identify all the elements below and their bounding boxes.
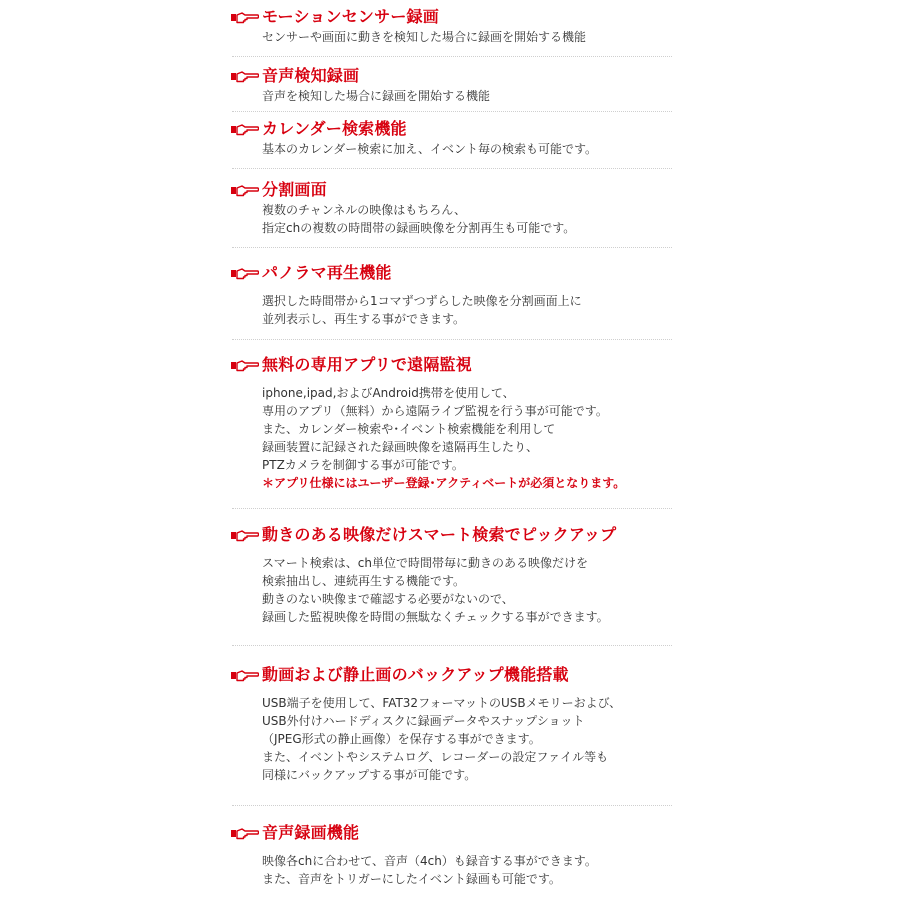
pointing-hand-icon: [231, 69, 259, 83]
description-line: iphone,ipad,およびAndroid携帯を使用して、: [262, 386, 515, 400]
feature-backup: [232, 664, 677, 784]
description-line: USB端子を使用して、FAT32フォーマットのUSBメモリーおよび、: [262, 696, 622, 710]
description-line: 並列表示し、再生する事ができます。: [262, 312, 466, 326]
feature-title: 動きのある映像だけスマート検索でピックアップ: [262, 525, 617, 544]
feature-title: 分割画面: [262, 180, 327, 199]
description-line: （JPEG形式の静止画像）を保存する事ができます。: [262, 732, 541, 746]
feature-header: [232, 354, 677, 376]
feature-header: [232, 262, 677, 284]
description-line: また、カレンダー検索や･イベント検索機能を利用して: [262, 422, 556, 436]
pointing-hand-icon: [231, 668, 259, 682]
feature-title: カレンダー検索機能: [262, 119, 407, 138]
section-divider: [232, 805, 672, 806]
description-line: 映像各chに合わせて、音声（4ch）も録音する事ができます。: [262, 854, 597, 868]
feature-header: [232, 664, 677, 686]
pointing-hand-icon: [231, 826, 259, 840]
description-line: 録画装置に記録された録画映像を遠隔再生したり、: [262, 440, 539, 454]
feature-header: [232, 118, 677, 140]
description-line: 同様にバックアップする事が可能です。: [262, 768, 477, 782]
feature-motion-sensor-recording: [232, 6, 677, 46]
description-line: センサーや画面に動きを検知した場合に録画を開始する機能: [262, 30, 587, 44]
pointing-hand-icon: [231, 358, 259, 372]
feature-header: [232, 6, 677, 28]
description-line: 録画した監視映像を時間の無駄なくチェックする事ができます。: [262, 610, 609, 624]
feature-title: パノラマ再生機能: [262, 263, 392, 282]
feature-title: 動画および静止画のバックアップ機能搭載: [262, 665, 569, 684]
feature-panorama-playback: [232, 262, 677, 328]
pointing-hand-icon: [231, 10, 259, 24]
feature-audio-detection-recording: [232, 65, 677, 105]
section-divider: [232, 645, 672, 646]
description-line: また、音声をトリガーにしたイベント録画も可能です。: [262, 872, 561, 886]
section-divider: [232, 339, 672, 340]
pointing-hand-icon: [231, 528, 259, 542]
section-divider: [232, 247, 672, 248]
feature-title: 音声検知録画: [262, 66, 360, 85]
feature-smart-search: [232, 524, 677, 626]
feature-title: モーションセンサー録画: [262, 7, 439, 26]
description-line: 基本のカレンダー検索に加え、イベント毎の検索も可能です。: [262, 142, 597, 156]
app-requirement-note: ＊アプリ仕様にはユーザー登録･アクティベートが必須となります。: [262, 476, 626, 490]
description-line: 指定chの複数の時間帯の録画映像を分割再生も可能です。: [262, 221, 576, 235]
pointing-hand-icon: [231, 266, 259, 280]
feature-description: [262, 384, 677, 492]
description-line: スマート検索は、ch単位で時間帯毎に動きのある映像だけを: [262, 556, 588, 570]
feature-title: 音声録画機能: [262, 823, 360, 842]
section-divider: [232, 508, 672, 509]
feature-header: [232, 65, 677, 87]
feature-description: [262, 201, 677, 237]
description-line: 選択した時間帯から1コマずつずらした映像を分割画面上に: [262, 294, 582, 308]
feature-description: [262, 694, 677, 784]
feature-remote-monitoring-app: [232, 354, 677, 492]
feature-description: [262, 140, 677, 158]
feature-title: 無料の専用アプリで遠隔監視: [262, 355, 472, 374]
pointing-hand-icon: [231, 183, 259, 197]
description-line: 専用のアプリ（無料）から遠隔ライブ監視を行う事が可能です。: [262, 404, 608, 418]
feature-description: [262, 87, 677, 105]
description-line: USB外付けハードディスクに録画データやスナップショット: [262, 714, 585, 728]
description-line: 検索抽出し、連続再生する機能です。: [262, 574, 466, 588]
feature-split-screen: [232, 179, 677, 237]
description-line: PTZカメラを制御する事が可能です。: [262, 458, 464, 472]
feature-description: [262, 852, 677, 888]
feature-audio-recording: [232, 822, 677, 888]
feature-header: [232, 822, 677, 844]
feature-description: [262, 554, 677, 626]
description-line: 複数のチャンネルの映像はもちろん、: [262, 203, 467, 217]
description-line: また、イベントやシステムログ、レコーダーの設定ファイル等も: [262, 750, 609, 764]
pointing-hand-icon: [231, 122, 259, 136]
section-divider: [232, 56, 672, 57]
feature-header: [232, 179, 677, 201]
description-line: 動きのない映像まで確認する必要がないので、: [262, 592, 514, 606]
section-divider: [232, 111, 672, 112]
section-divider: [232, 168, 672, 169]
feature-calendar-search: [232, 118, 677, 158]
feature-header: [232, 524, 677, 546]
feature-description: [262, 28, 677, 46]
description-line: 音声を検知した場合に録画を開始する機能: [262, 89, 491, 103]
feature-description: [262, 292, 677, 328]
